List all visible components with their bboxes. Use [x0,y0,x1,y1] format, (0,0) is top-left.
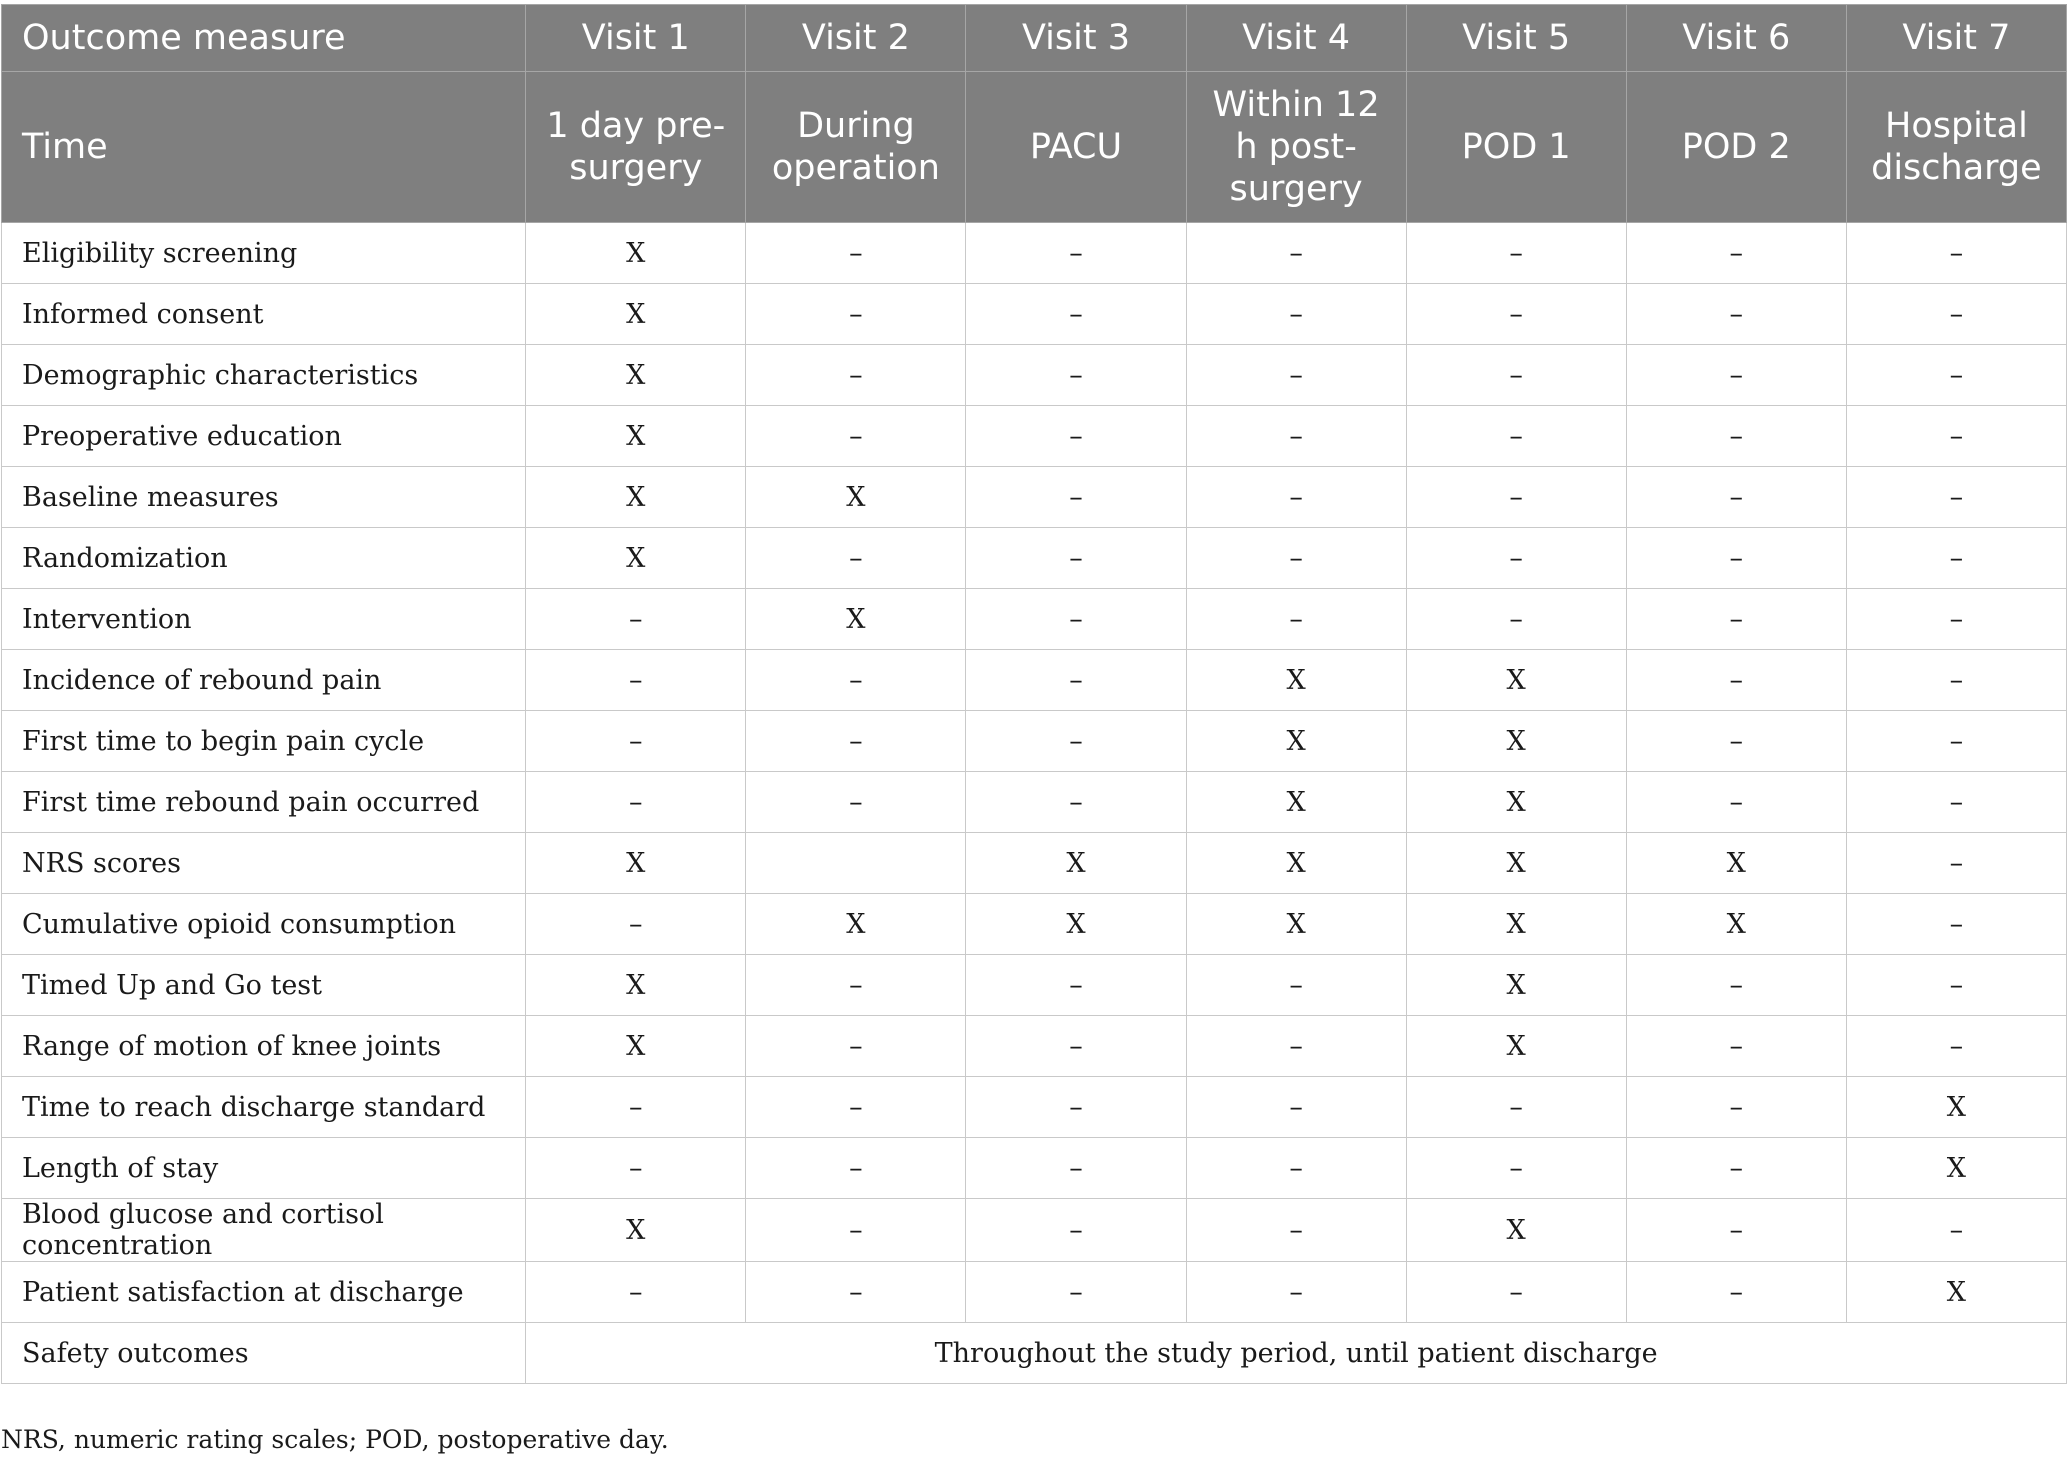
table-cell: – [746,650,966,711]
safety-value: Throughout the study period, until patient discharge [526,1323,2067,1384]
header-cell: Hospital discharge [1846,72,2066,223]
table-cell: – [746,284,966,345]
row-label: First time rebound pain occurred [2,772,526,833]
table-cell: X [1406,894,1626,955]
row-label: Blood glucose and cortisol concentration [2,1199,526,1262]
table-cell: – [1626,345,1846,406]
row-label: Intervention [2,589,526,650]
table-cell: – [1186,345,1406,406]
table-cell: – [746,772,966,833]
table-cell: – [526,1138,746,1199]
row-label: Time to reach discharge standard [2,1077,526,1138]
table-cell: – [746,223,966,284]
table-cell: – [1186,1077,1406,1138]
header-cell: Visit 4 [1186,5,1406,72]
header-cell: Visit 1 [526,5,746,72]
table-cell: – [1626,1199,1846,1262]
header-cell: Visit 6 [1626,5,1846,72]
table-row [2,711,2067,772]
table-cell: – [1406,284,1626,345]
table-cell: – [1626,467,1846,528]
table-cell: X [526,223,746,284]
table-cell: – [1626,223,1846,284]
table-cell: – [1626,1262,1846,1323]
safety-row [2,1323,2067,1384]
table-cell: – [1846,528,2066,589]
table-footnote: NRS, numeric rating scales; POD, postoperative day. [1,1425,669,1454]
table-cell: X [966,894,1186,955]
table-cell: – [1626,1138,1846,1199]
table-cell: X [1406,1016,1626,1077]
table-cell: – [966,1077,1186,1138]
table-cell: – [1186,589,1406,650]
table-cell: – [1406,589,1626,650]
table-cell: X [526,284,746,345]
table-row [2,1016,2067,1077]
row-label: Informed consent [2,284,526,345]
table-cell: – [1846,650,2066,711]
table-cell: X [1186,711,1406,772]
table-cell: X [966,833,1186,894]
row-label: Patient satisfaction at discharge [2,1262,526,1323]
table-cell: X [1186,650,1406,711]
table-cell: – [1186,1199,1406,1262]
row-label: Incidence of rebound pain [2,650,526,711]
table-cell: – [1186,223,1406,284]
table-cell: – [966,223,1186,284]
table-row [2,1199,2067,1262]
header-cell: POD 1 [1406,72,1626,223]
table-cell: X [1406,772,1626,833]
table-cell: X [746,589,966,650]
table-cell: X [526,955,746,1016]
table-cell: – [966,528,1186,589]
table-cell: – [966,467,1186,528]
table-row [2,284,2067,345]
schedule-table [1,4,2067,1384]
table-cell: – [746,1077,966,1138]
table-body [2,223,2067,1384]
row-label: Range of motion of knee joints [2,1016,526,1077]
table-cell: X [746,894,966,955]
table-cell: – [1406,1077,1626,1138]
header-cell: During operation [746,72,966,223]
row-label: Safety outcomes [2,1323,526,1384]
table-cell: – [746,711,966,772]
table-cell: X [1186,833,1406,894]
table-cell: – [1186,955,1406,1016]
table-cell: – [1406,1262,1626,1323]
row-label: Randomization [2,528,526,589]
table-cell: – [1186,1016,1406,1077]
header-cell: Visit 3 [966,5,1186,72]
table-cell: X [1406,955,1626,1016]
table-cell: X [526,467,746,528]
header-cell: POD 2 [1626,72,1846,223]
table-cell: – [966,1138,1186,1199]
table-cell: – [1846,284,2066,345]
table-cell: – [1406,1138,1626,1199]
table-cell: X [1186,894,1406,955]
table-cell: – [1626,589,1846,650]
table-row [2,1138,2067,1199]
table-cell: – [966,589,1186,650]
table-cell: X [1626,894,1846,955]
row-label: Baseline measures [2,467,526,528]
table-cell: X [1406,711,1626,772]
table-cell: – [1626,528,1846,589]
table-cell: – [526,1262,746,1323]
table-cell: – [966,955,1186,1016]
table-row [2,650,2067,711]
table-cell: – [1846,711,2066,772]
header-cell: Visit 2 [746,5,966,72]
table-row [2,528,2067,589]
table-cell: – [1186,1262,1406,1323]
table-cell: – [1626,1016,1846,1077]
table-cell: – [526,589,746,650]
table-cell: – [746,955,966,1016]
table-cell: – [746,528,966,589]
table-cell: – [1846,1199,2066,1262]
table-cell: – [966,345,1186,406]
table-cell: – [1846,589,2066,650]
table-cell: – [966,772,1186,833]
table-row [2,467,2067,528]
table-row [2,1077,2067,1138]
table-cell: – [1846,406,2066,467]
row-label: Eligibility screening [2,223,526,284]
table-cell: – [1406,345,1626,406]
table-row [2,894,2067,955]
table-cell: X [1846,1138,2066,1199]
table-cell: – [1626,711,1846,772]
table-cell: – [1846,955,2066,1016]
header-cell: 1 day pre-surgery [526,72,746,223]
table-cell: X [1846,1077,2066,1138]
table-cell: X [746,467,966,528]
table-cell: – [1406,223,1626,284]
table-cell: – [1626,1077,1846,1138]
table-cell: X [1406,1199,1626,1262]
table-cell: – [966,1199,1186,1262]
table-cell: – [746,1138,966,1199]
table-cell: – [746,406,966,467]
table-cell: – [966,406,1186,467]
table-cell: – [1626,406,1846,467]
table-cell: – [966,284,1186,345]
table-cell: – [966,650,1186,711]
table-cell: – [1186,406,1406,467]
table-cell: – [746,1199,966,1262]
header-cell: Visit 5 [1406,5,1626,72]
table-cell: – [1846,772,2066,833]
table-cell: X [1406,833,1626,894]
header-cell: Outcome measure [2,5,526,72]
table-cell: – [1626,650,1846,711]
table-cell: X [526,528,746,589]
table-cell: – [966,1016,1186,1077]
table-cell: – [966,711,1186,772]
table-cell: – [746,345,966,406]
table-cell: – [526,711,746,772]
row-label: Length of stay [2,1138,526,1199]
schedule-table-container [0,4,2068,1384]
table-cell: – [746,1016,966,1077]
table-cell: X [526,345,746,406]
table-cell: – [526,894,746,955]
table-cell [746,833,966,894]
table-cell: X [1846,1262,2066,1323]
row-label: Cumulative opioid consumption [2,894,526,955]
table-row [2,772,2067,833]
table-row [2,223,2067,284]
table-cell: – [1406,406,1626,467]
header-cell: PACU [966,72,1186,223]
table-row [2,955,2067,1016]
table-row [2,345,2067,406]
table-cell: – [1846,1016,2066,1077]
table-cell: – [526,772,746,833]
table-row [2,406,2067,467]
table-cell: – [1846,223,2066,284]
table-cell: – [1846,467,2066,528]
table-cell: – [1846,894,2066,955]
table-cell: – [1626,772,1846,833]
table-row [2,833,2067,894]
table-cell: X [526,406,746,467]
header-cell: Visit 7 [1846,5,2066,72]
table-cell: – [1406,467,1626,528]
row-label: First time to begin pain cycle [2,711,526,772]
table-cell: – [746,1262,966,1323]
table-cell: – [1186,528,1406,589]
row-label: Timed Up and Go test [2,955,526,1016]
table-row [2,589,2067,650]
table-row [2,1262,2067,1323]
table-cell: X [526,1016,746,1077]
table-cell: – [1846,833,2066,894]
table-cell: X [526,833,746,894]
header-row-time [2,72,2067,223]
table-cell: – [1846,345,2066,406]
table-cell: X [1626,833,1846,894]
table-cell: – [1186,1138,1406,1199]
table-cell: – [1626,955,1846,1016]
header-row-visits [2,5,2067,72]
header-cell: Time [2,72,526,223]
table-cell: X [526,1199,746,1262]
table-cell: X [1186,772,1406,833]
table-cell: – [1406,528,1626,589]
table-cell: – [1186,467,1406,528]
row-label: Demographic characteristics [2,345,526,406]
table-cell: – [1186,284,1406,345]
table-cell: – [526,1077,746,1138]
row-label: Preoperative education [2,406,526,467]
header-cell: Within 12 h post-surgery [1186,72,1406,223]
row-label: NRS scores [2,833,526,894]
table-cell: – [966,1262,1186,1323]
table-cell: – [1626,284,1846,345]
table-cell: X [1406,650,1626,711]
table-cell: – [526,650,746,711]
